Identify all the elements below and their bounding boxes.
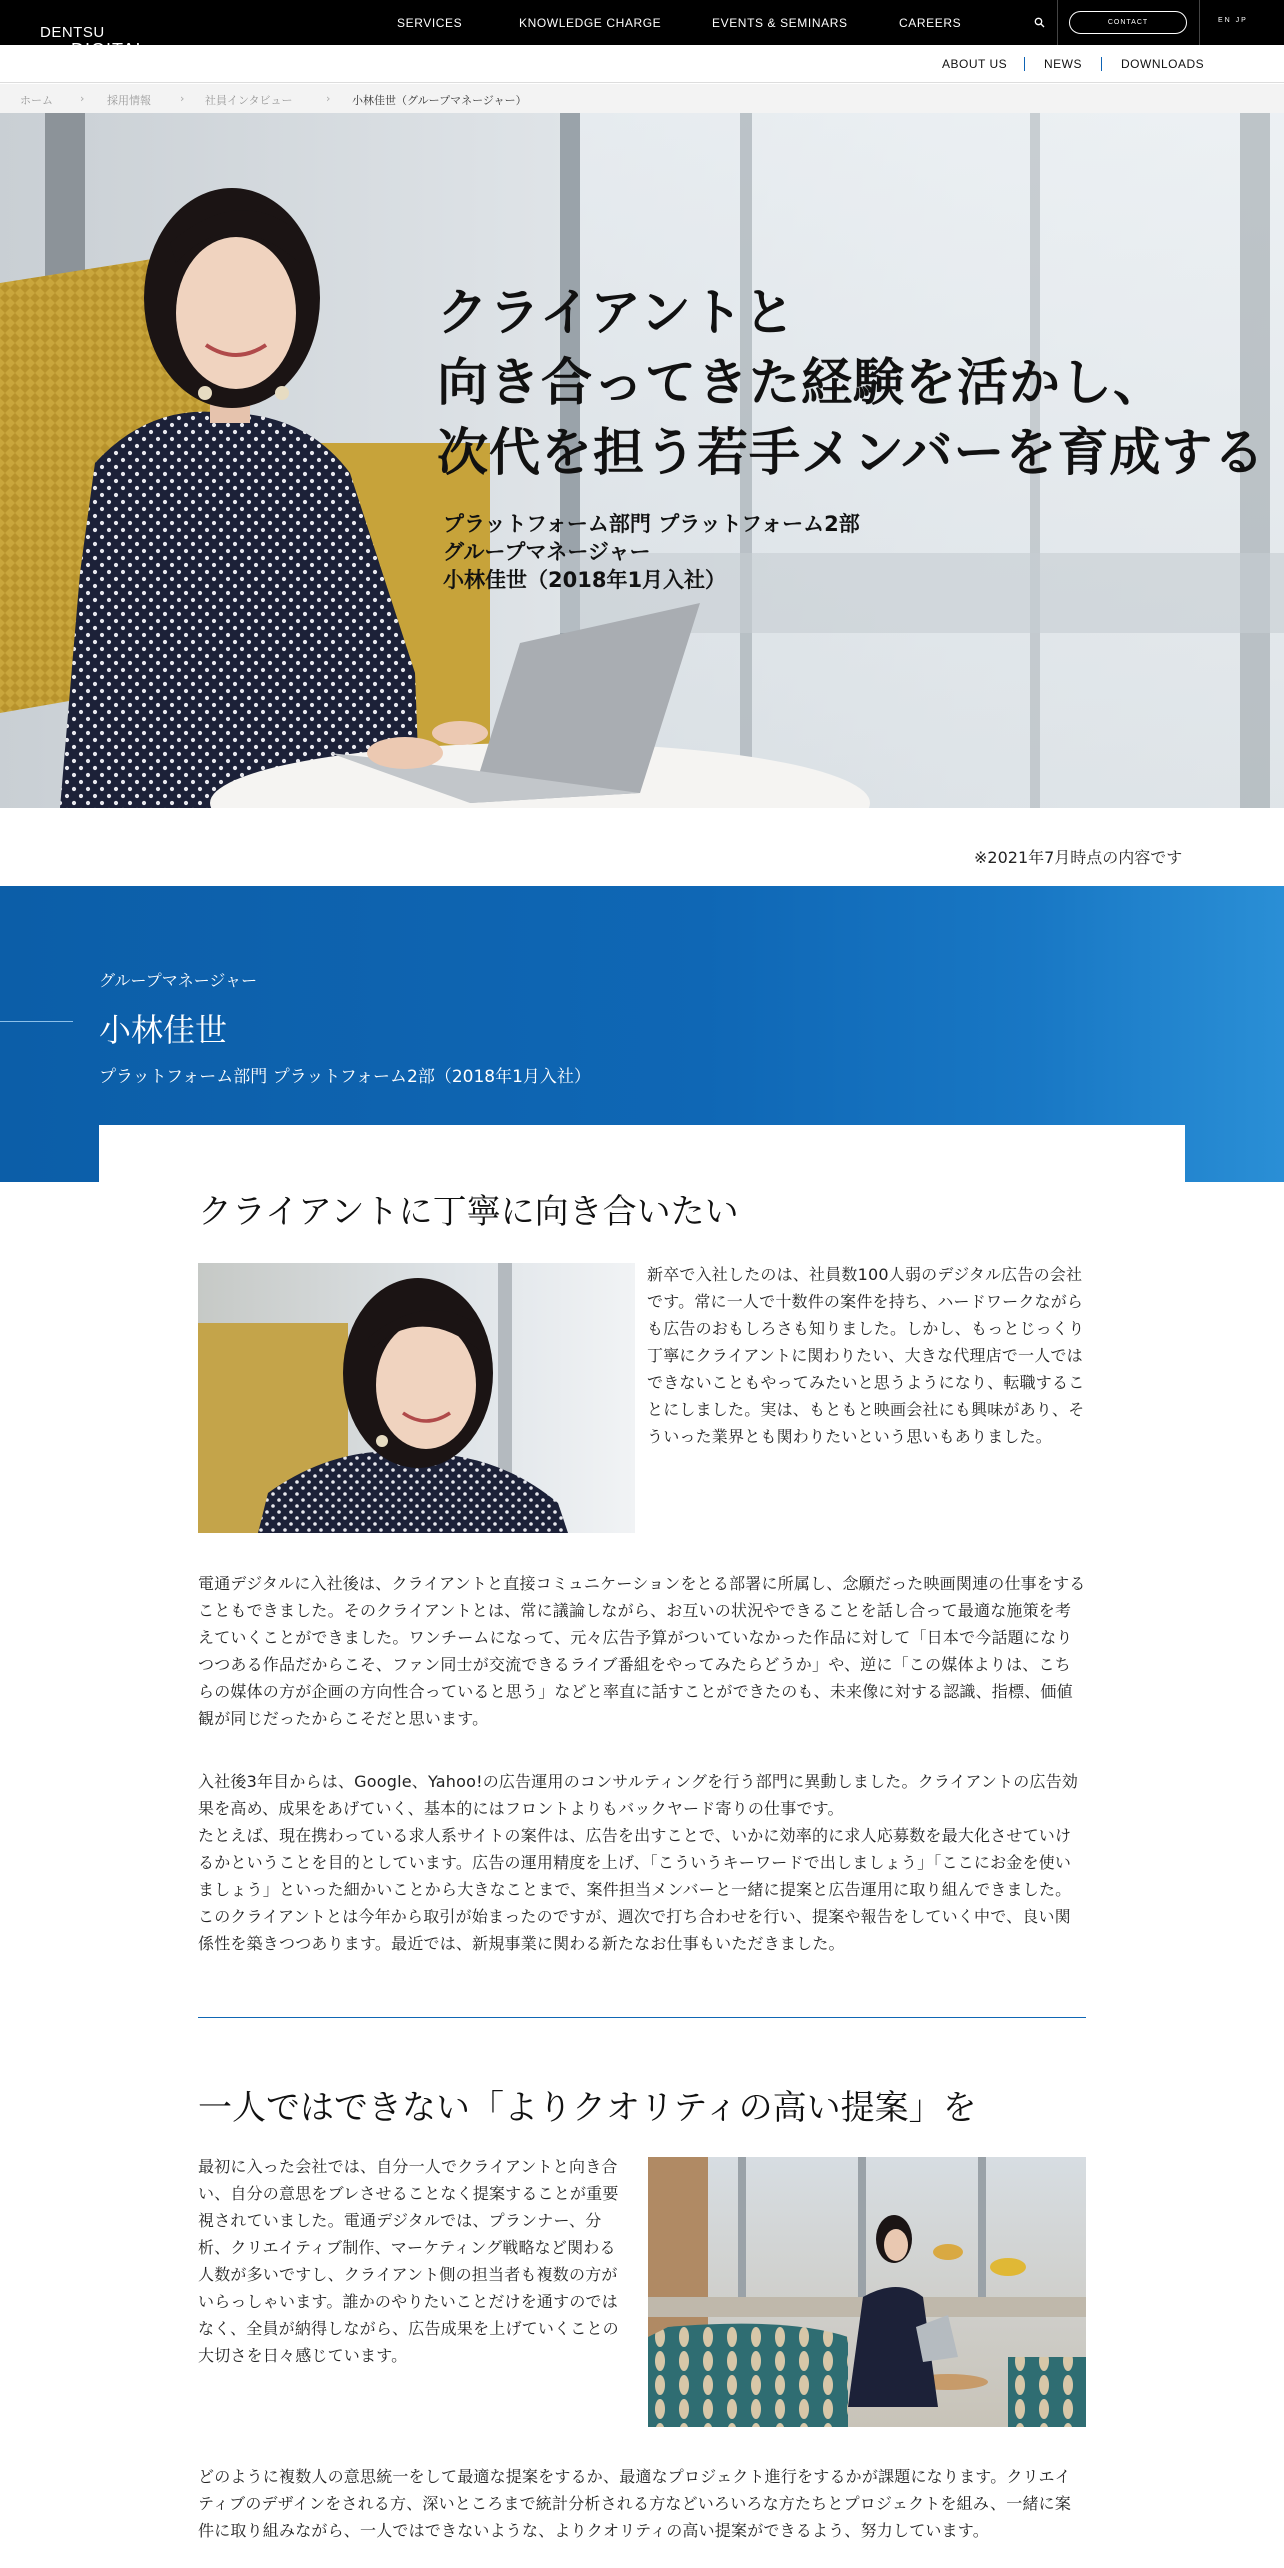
language-switch[interactable]: EN JP: [1218, 17, 1248, 24]
nav-careers[interactable]: [899, 0, 961, 45]
header-divider: [1199, 0, 1200, 45]
hero-subtitle-line: プラットフォーム部門 プラットフォーム2部: [443, 512, 860, 536]
profile-department: プラットフォーム部門 プラットフォーム2部（2018年1月入社）: [99, 1067, 591, 1087]
hero-subtitle: [443, 510, 860, 594]
paragraph: たとえば、現在携わっている求人系サイトの案件は、広告を出すことで、いかに効率的に求人応募数を最大化させていけるかということを目的としています。広告の運用精度を上げ、「こういうキーワードで出しましょう」「ここにお金を使いましょう」といった細かいことから大きなことまで、案件担当メンバーと一緒に提案と広告運用に取り組んできました。このクライアントとは今年から取引が始まったのですが、週次で打ち合わせを行い、提案や報告をしていく中で、良い関係性を築きつつあります。最近では、新規事業に関わる新たなお仕事もいただきました。: [198, 1826, 1072, 1953]
paragraph: 新卒で入社したのは、社員数100人弱のデジタル広告の会社です。常に一人で十数件の案件を持ち、ハードワークながらも広告のおもしろさも知りました。しかし、もっとじっくり丁寧にクライアントに関わりたい、大きな代理店で一人ではできないこともやってみたいと思うようになり、転職することにしました。実は、もともと映画会社にも興味があり、そういった業界とも関わりたいという思いもありました。: [647, 1265, 1085, 1446]
hero-title: [437, 279, 1265, 489]
breadcrumb-recruit[interactable]: 採用情報: [107, 94, 151, 107]
chevron-right-icon: ›: [180, 92, 185, 105]
hero-subtitle-line: グループマネージャー: [443, 540, 651, 564]
breadcrumb: [0, 84, 1284, 113]
nav-careers-label[interactable]: CAREERS: [899, 15, 962, 30]
paragraph: 電通デジタルに入社後は、クライアントと直接コミュニケーションをとる部署に所属し、念願だった映画関連の仕事をすることもできました。そのクライアントとは、常に議論しながら、お互いの状況やできることを話し合って最適な施策を考えていくことができました。ワンチームになって、元々広告予算がついていなかった作品に対して「日本で今話題になりつつある作品だからこそ、ファン同士が交流できるライブ番組をやってみたらどうか」や、逆に「この媒体よりは、こちらの媒体の方が企画の方向性合っていると思う」などと率直に話すことができたのも、未来像に対する認識、指標、価値観が同じだったからこそだと思います。: [198, 1574, 1086, 1728]
profile-role: グループマネージャー: [99, 971, 258, 990]
hero-title-line: 次代を担う若手メンバーを育成する: [437, 424, 1266, 483]
breadcrumb-current: 小林佳世（グループマネージャー）: [352, 94, 527, 107]
hero-title-line: クライアントと: [437, 284, 796, 343]
band-accent-line: [0, 1021, 73, 1022]
section-heading: クライアントに丁寧に向き合いたい: [198, 1192, 739, 1232]
profile-name: 小林佳世: [99, 1011, 228, 1049]
subnav-downloads[interactable]: DOWNLOADS: [1121, 57, 1205, 71]
chevron-right-icon: ›: [326, 92, 331, 105]
as-of-note: ※2021年7月時点の内容です: [974, 848, 1183, 867]
section-heading: 一人ではできない「よりクオリティの高い提案」を: [198, 2088, 977, 2128]
nav-services-label[interactable]: SERVICES: [397, 15, 463, 30]
hero-title-line: 向き合ってきた経験を活かし、: [437, 354, 1166, 413]
sub-navigation: [0, 45, 1284, 83]
paragraph: 最初に入った会社では、自分一人でクライアントと向き合い、自分の意思をブレさせることなく提案することが重要視されていました。電通デジタルでは、プランナー、分析、クリエイティブ制作、マーケティング戦略など関わる人数が多いですし、クライアント側の担当者も複数の方がいらっしゃいます。誰かのやりたいことだけを通すのではなく、全員が納得しながら、広告成果を上げていくことの大切さを日々感じています。: [198, 2157, 619, 2365]
subnav-about-us[interactable]: ABOUT US: [942, 57, 1008, 71]
paragraph: 入社後3年目からは、Google、Yahoo!の広告運用のコンサルティングを行う部門に異動しました。クライアントの広告効果を高め、成果をあげていく、基本的にはフロントよりもバックヤード寄りの仕事です。: [198, 1772, 1079, 1818]
hero-image: [0, 113, 1284, 808]
subnav-divider: [1024, 57, 1025, 71]
paragraph: どのように複数人の意思統一をして最適な提案をするか、最適なプロジェクト進行をするかが課題になります。クリエイティブのデザインをされる方、深いところまで統計分析される方などいろいろな方たちとプロジェクトを組み、一緒に案件に取り組みながら、一人ではできないような、よりクオリティの高い提案ができるよう、努力しています。: [198, 2467, 1072, 2540]
interview-photo: [198, 1263, 635, 1533]
nav-services[interactable]: [397, 0, 462, 45]
logo-line1: DENTSU: [40, 24, 105, 41]
nav-knowledge-charge-label[interactable]: KNOWLEDGE CHARGE: [519, 15, 662, 30]
chevron-right-icon: ›: [80, 92, 85, 105]
subnav-divider: [1101, 57, 1102, 71]
nav-events-seminars-label[interactable]: EVENTS & SEMINARS: [712, 15, 848, 30]
search-icon[interactable]: [1034, 17, 1045, 28]
section-divider: [198, 2017, 1086, 2018]
contact-button[interactable]: CONTACT: [1069, 11, 1187, 34]
nav-knowledge-charge[interactable]: [519, 0, 661, 45]
header-divider: [1057, 0, 1058, 45]
subnav-news[interactable]: NEWS: [1044, 57, 1082, 71]
hero-subtitle-line: 小林佳世（2018年1月入社）: [443, 568, 727, 592]
breadcrumb-interview[interactable]: 社員インタビュー: [205, 94, 293, 107]
nav-events-seminars[interactable]: [712, 0, 848, 45]
interview-photo: [648, 2157, 1086, 2427]
breadcrumb-home[interactable]: ホーム: [20, 94, 53, 107]
